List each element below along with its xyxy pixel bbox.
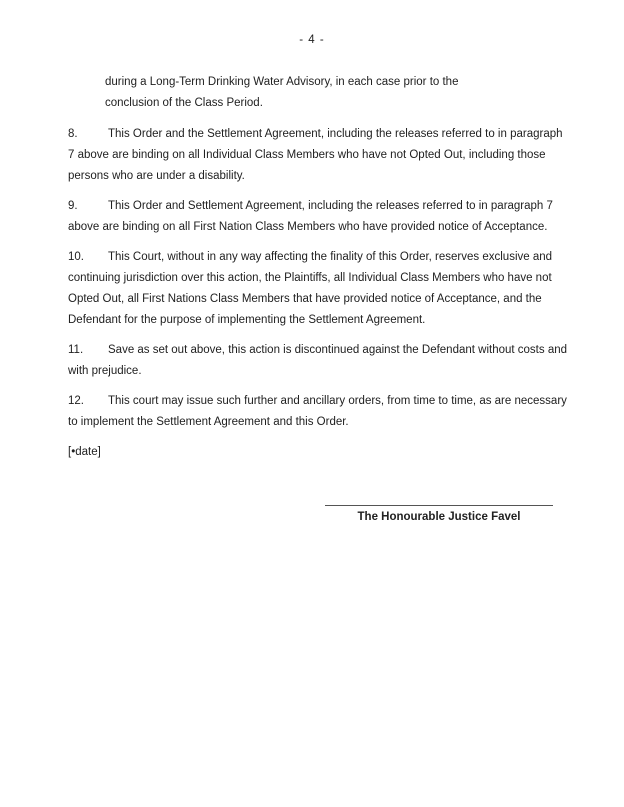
paragraph-number: 9. xyxy=(68,200,78,212)
paragraph-number: 12. xyxy=(68,395,84,407)
paragraph-text: This court may issue such further and ancillary orders, from time to time, as are necessary to implement the Settlement Agreement and this Order. xyxy=(68,395,567,428)
signature-name: The Honourable Justice Favel xyxy=(357,511,521,523)
document-body xyxy=(68,72,570,526)
paragraph-7-continuation: during a Long-Term Drinking Water Advisory, in each case prior to the conclusion of the Class Period. xyxy=(105,76,459,109)
order-paragraph-9 xyxy=(68,196,570,238)
order-paragraph-8 xyxy=(68,124,570,187)
paragraph-number: 11. xyxy=(68,344,84,356)
page-number: - 4 - xyxy=(299,34,325,46)
signature-block xyxy=(325,505,553,526)
order-paragraph-11 xyxy=(68,340,570,382)
date-placeholder: [•date] xyxy=(68,446,101,458)
paragraph-number: 8. xyxy=(68,128,78,140)
paragraph-text: This Order and the Settlement Agreement, including the releases referred to in paragraph 7 above are binding on all Individual Class Members who have not Opted Out, including those persons who are under a disability. xyxy=(68,128,563,182)
paragraph-text: This Order and Settlement Agreement, including the releases referred to in paragraph 7 above are binding on all First Nation Class Members who have provided notice of Acceptance. xyxy=(68,200,553,233)
order-paragraph-12 xyxy=(68,391,570,433)
paragraph-text: This Court, without in any way affecting the finality of this Order, reserves exclusive and continuing jurisdiction over this action, the Plaintiffs, all Individual Class Members who have not Opted Out, all First Nations Class Members that have provided notice of Acceptance, and the Defendant for the purpose of implementing the Settlement Agreement. xyxy=(68,251,553,326)
paragraph-text: Save as set out above, this action is discontinued against the Defendant without costs and with prejudice. xyxy=(68,344,568,377)
order-paragraph-10 xyxy=(68,247,570,331)
paragraph-number: 10. xyxy=(68,251,84,263)
